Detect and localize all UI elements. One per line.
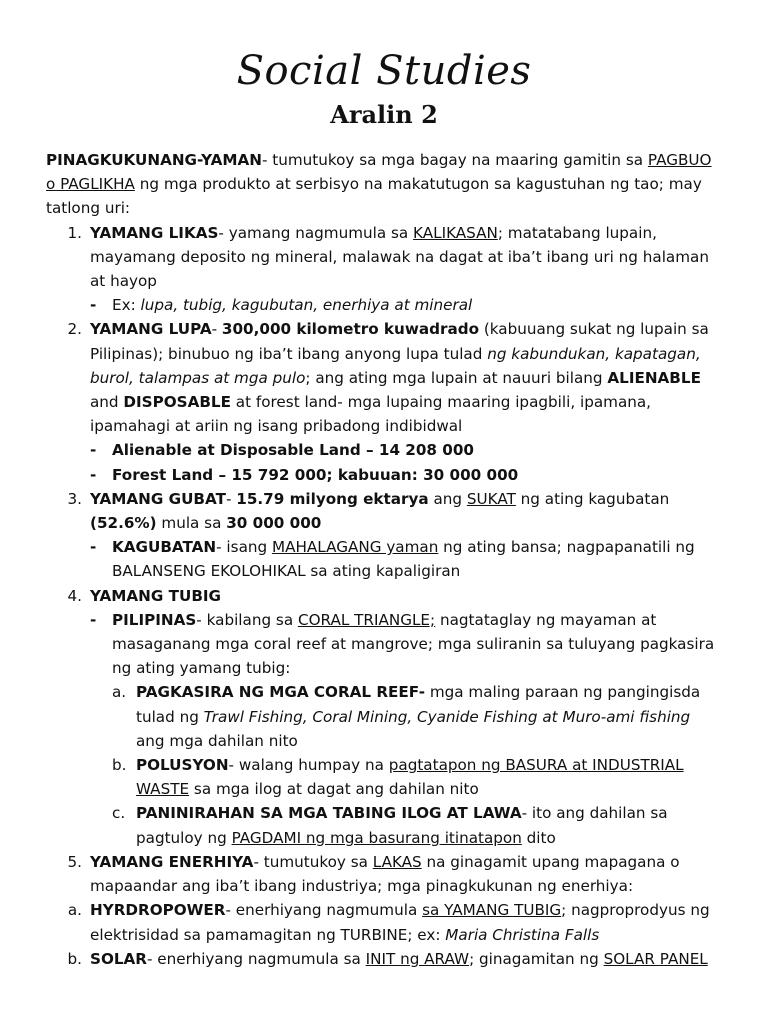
document-title: Social Studies — [236, 48, 532, 94]
list-item-yamang-gubat: 3. YAMANG GUBAT- 15.79 milyong ektarya ang SUKAT ng ating kagubatan (52.6%) mula sa 30 000 000 — [67, 489, 670, 533]
list-subitem-example: - Ex: lupa, tubig, kagubutan, enerhiya at mineral — [90, 296, 473, 315]
list-subitem-coral-reef: a. PAGKASIRA NG MGA CORAL REEF- mga maling paraan ng pangingisda tulad ng Trawl Fishing, Coral Mining, Cyanide Fishing at Muro-ami fishing ang mga dahilan nito — [112, 683, 701, 750]
document-subtitle: Aralin 2 — [330, 100, 438, 129]
intro-paragraph: PINAGKUKUNANG-YAMAN- tumutukoy sa mga bagay na maaring gamitin sa PAGBUO o PAGLIKHA ng mga produkto at serbisyo na makatutugon sa kagustuhan ng tao; may tatlong uri: — [46, 151, 712, 218]
list-subitem-hydropower: a. HYRDROPOWER- enerhiyang nagmumula sa YAMANG TUBIG; nagproprodyus ng elektrisidad sa pamamagitan ng TURBINE; ex: Maria Christina Falls — [67, 901, 710, 944]
list-item-yamang-lupa: 2. YAMANG LUPA- 300,000 kilometro kuwadrado (kabuuang sukat ng lupain sa Pilipinas); binubuo ng iba’t ibang anyong lupa tulad ng kabundukan, kapatagan, burol, talampas at mga pulo; ang ating mga lupain at nauuri bilang ALIENABLE and DISPOSABLE at forest land- mga lupaing maaring ipagbili, ipamana, ipamahagi at ariin ng isang pribadong indibidwal — [67, 320, 709, 436]
list-item-yamang-enerhiya: 5. YAMANG ENERHIYA- tumutukoy sa LAKAS na ginagamit upang mapagana o mapaandar ang iba’t ibang industriya; mga pinagkukunan ng enerhiya: — [67, 852, 680, 896]
list-subitem-pilipinas: - PILIPINAS- kabilang sa CORAL TRIANGLE; nagtataglay ng mayaman at masaganang mga coral reef at mangrove; mga suliranin sa tuluyang pagkasira ng ating yamang tubig: — [90, 610, 715, 678]
list-subitem-polusyon: b. POLUSYON- walang humpay na pagtatapon ng BASURA at INDUSTRIAL WASTE sa mga ilog at dagat ang dahilan nito — [112, 756, 684, 799]
intro-term: PINAGKUKUNANG-YAMAN — [46, 151, 262, 169]
list-subitem-forest-land: - Forest Land – 15 792 000; kabuuan: 30 000 000 — [90, 465, 519, 484]
list-item-yamang-likas: 1. YAMANG LIKAS- yamang nagmumula sa KALIKASAN; matatabang lupain, mayamang deposito ng mineral, malawak na dagat at iba’t ibang uri ng halaman at hayop — [67, 223, 709, 291]
list-subitem-alienable: - Alienable at Disposable Land – 14 208 000 — [90, 441, 474, 460]
list-subitem-paninirahan: c. PANINIRAHAN SA MGA TABING ILOG AT LAWA- ito ang dahilan sa pagtuloy ng PAGDAMI ng mga basurang itinatapon dito — [112, 804, 668, 847]
list-item-yamang-tubig: 4. YAMANG TUBIG — [67, 586, 222, 605]
document-body — [46, 148, 722, 971]
list-subitem-kagubatan: - KAGUBATAN- isang MAHALAGANG yaman ng ating bansa; nagpapanatili ng BALANSENG EKOLOHIKAL sa ating kapaligiran — [90, 538, 695, 581]
list-subitem-solar: b. SOLAR- enerhiyang nagmumula sa INIT ng ARAW; ginagamitan ng SOLAR PANEL — [67, 949, 708, 968]
